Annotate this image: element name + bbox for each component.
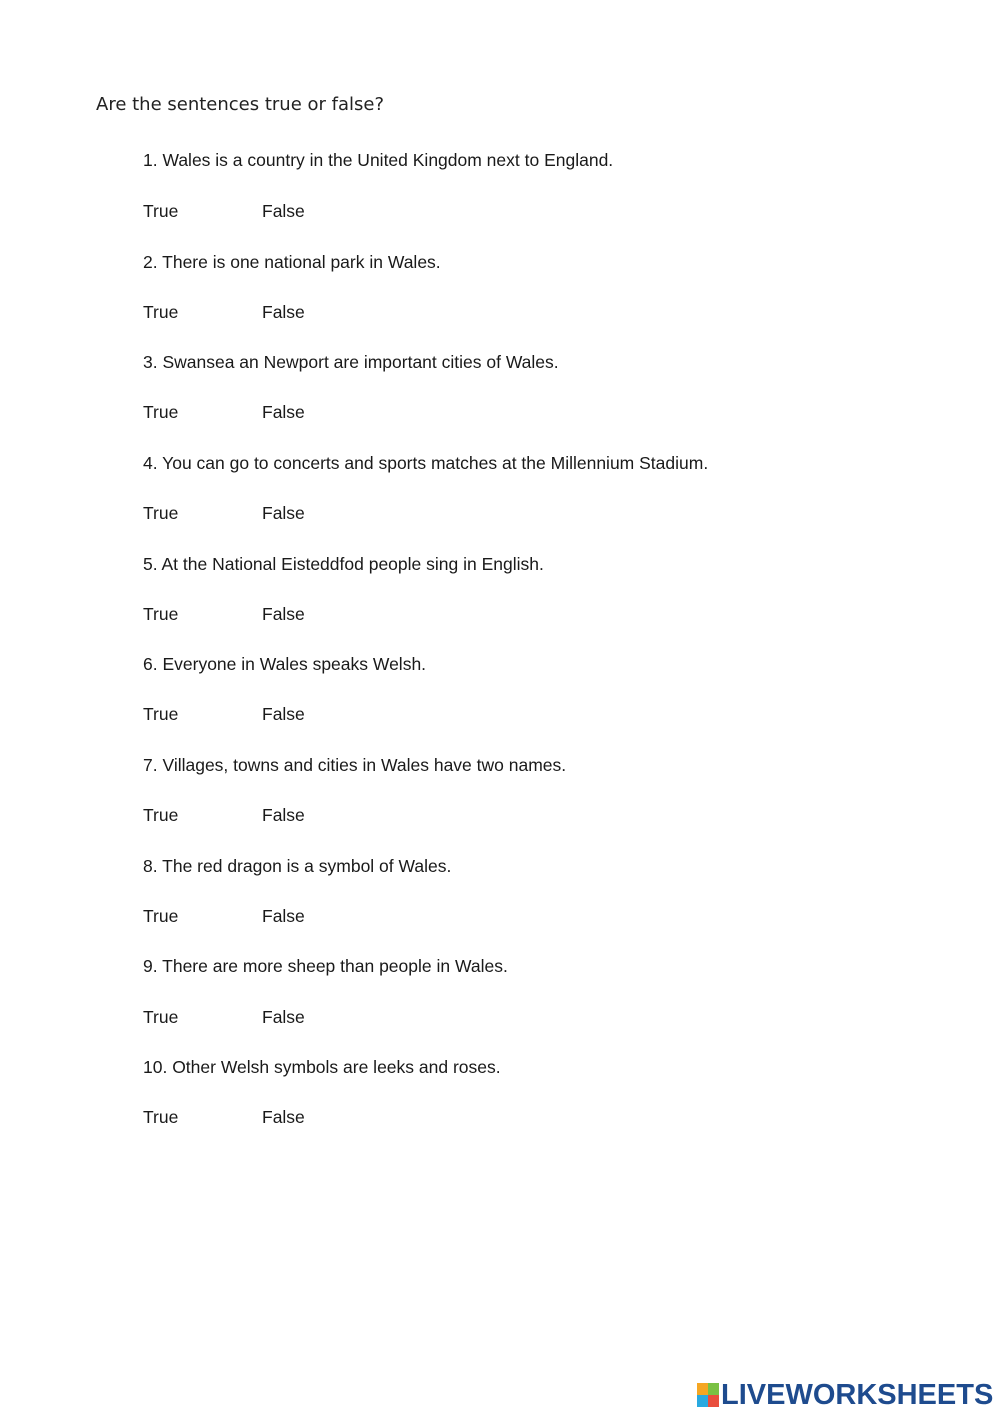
question-1: 1. Wales is a country in the United Kingdom next to England. [143, 150, 614, 170]
q4-false-option[interactable]: False [262, 503, 305, 523]
q7-false-option[interactable]: False [262, 805, 305, 825]
q2-false-option[interactable]: False [262, 302, 305, 322]
question-2: 2. There is one national park in Wales. [143, 252, 441, 272]
liveworksheets-blocks-icon [697, 1383, 719, 1407]
question-5: 5. At the National Eisteddfod people sing in English. [143, 554, 544, 574]
q8-true-option[interactable]: True [143, 906, 179, 926]
question-4: 4. You can go to concerts and sports matches at the Millennium Stadium. [143, 453, 709, 473]
question-9: 9. There are more sheep than people in Wales. [143, 956, 508, 976]
q9-true-option[interactable]: True [143, 1007, 179, 1027]
question-10: 10. Other Welsh symbols are leeks and roses. [143, 1057, 501, 1077]
question-7: 7. Villages, towns and cities in Wales have two names. [143, 755, 567, 775]
question-6: 6. Everyone in Wales speaks Welsh. [143, 654, 427, 674]
q1-false-option[interactable]: False [262, 201, 305, 221]
q5-false-option[interactable]: False [262, 604, 305, 624]
q2-true-option[interactable]: True [143, 302, 179, 322]
q3-true-option[interactable]: True [143, 402, 179, 422]
liveworksheets-logo [697, 1378, 993, 1412]
q3-false-option[interactable]: False [262, 402, 305, 422]
q5-true-option[interactable]: True [143, 604, 179, 624]
logo-text: LIVEWORKSHEETS [721, 1379, 994, 1411]
question-8: 8. The red dragon is a symbol of Wales. [143, 856, 452, 876]
q10-true-option[interactable]: True [143, 1107, 179, 1127]
q10-false-option[interactable]: False [262, 1107, 305, 1127]
q6-true-option[interactable]: True [143, 704, 179, 724]
q1-true-option[interactable]: True [143, 201, 179, 221]
question-3: 3. Swansea an Newport are important cities of Wales. [143, 352, 559, 372]
q6-false-option[interactable]: False [262, 704, 305, 724]
q4-true-option[interactable]: True [143, 503, 179, 523]
q8-false-option[interactable]: False [262, 906, 305, 926]
q7-true-option[interactable]: True [143, 805, 179, 825]
q9-false-option[interactable]: False [262, 1007, 305, 1027]
worksheet-title: Are the sentences true or false? [96, 94, 385, 115]
